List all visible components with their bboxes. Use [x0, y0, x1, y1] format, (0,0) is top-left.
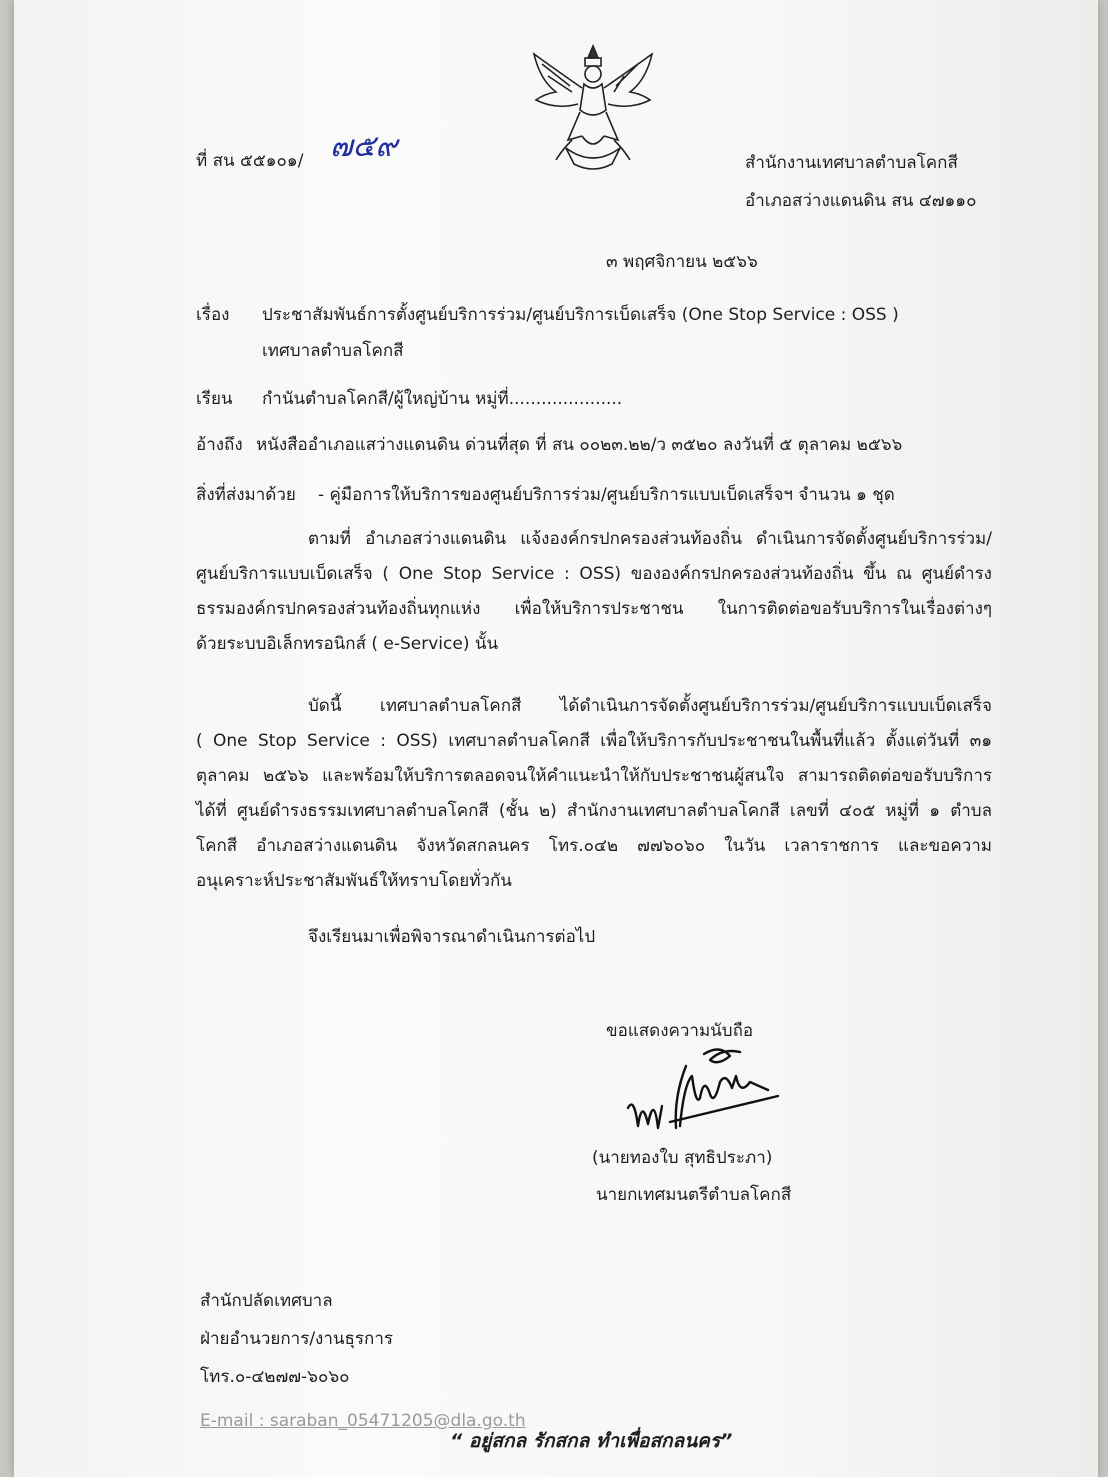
subject-label: เรื่อง — [196, 305, 230, 325]
handwritten-signature-icon — [600, 1036, 790, 1146]
paragraph-line: ธรรมองค์กรปกครองส่วนท้องถิ่นทุกแห่ง เพื่อให้บริการประชาชน ในการติดต่อขอรับบริการในเรื่องต่างๆ — [196, 599, 992, 619]
closing-sentence: จึงเรียนมาเพื่อพิจารณาดำเนินการต่อไป — [308, 927, 596, 947]
office-name: สำนักงานเทศบาลตำบลโคกสี — [745, 153, 958, 173]
paragraph-line: ( One Stop Service : OSS) เทศบาลตำบลโคกสี เพื่อให้บริการกับประชาชนในพื้นที่แล้ว ตั้งแต่วันที่ ๓๑ — [196, 731, 992, 751]
footer-department: สำนักปลัดเทศบาล — [200, 1291, 333, 1311]
paragraph-line: ตุลาคม ๒๕๖๖ และพร้อมให้บริการตลอดจนให้คำแนะนำให้กับประชาชนผู้สนใจ สามารถติดต่อขอรับบริการ — [196, 766, 992, 786]
to-label: เรียน — [196, 389, 233, 409]
to-value: กำนันตำบลโคกสี/ผู้ใหญ่บ้าน หมู่ที่..................... — [262, 389, 623, 409]
office-address: อำเภอสว่างแดนดิน สน ๔๗๑๑๐ — [745, 191, 977, 211]
body-paragraph-2 — [196, 689, 992, 899]
paragraph-line: ด้วยระบบอิเล็กทรอนิกส์ ( e-Service) นั้น — [196, 634, 499, 654]
document-number-label: ที่ สน ๕๕๑๐๑/ — [196, 151, 304, 171]
body-paragraph-1 — [196, 522, 992, 662]
reference-label: อ้างถึง — [196, 435, 243, 455]
regards-text: ขอแสดงความนับถือ — [606, 1021, 754, 1041]
subject-line-1: ประชาสัมพันธ์การตั้งศูนย์บริการร่วม/ศูนย์บริการเบ็ดเสร็จ (One Stop Service : OSS ) — [262, 305, 899, 325]
paragraph-line: โคกสี อำเภอสว่างแดนดิน จังหวัดสกลนคร โทร.๐๔๒ ๗๗๖๐๖๐ ในวัน เวลาราชการ และขอความ — [196, 836, 992, 856]
paragraph-line: ได้ที่ ศูนย์ดำรงธรรมเทศบาลตำบลโคกสี (ชั้น ๒) สำนักงานเทศบาลตำบลโคกสี เลขที่ ๔๐๕ หมู่ที่ ๑ ตำบล — [196, 801, 992, 821]
footer-email: E-mail : saraban_05471205@dla.go.th — [200, 1411, 526, 1431]
paragraph-line: ตามที่ อำเภอสว่างแดนดิน แจ้งองค์กรปกครองส่วนท้องถิ่น ดำเนินการจัดตั้งศูนย์บริการร่วม/ — [308, 529, 992, 549]
signatory-title: นายกเทศมนตรีตำบลโคกสี — [596, 1185, 792, 1205]
document-date: ๓ พฤศจิกายน ๒๕๖๖ — [606, 252, 758, 272]
enclosure-label: สิ่งที่ส่งมาด้วย — [196, 485, 296, 505]
reference-value: หนังสืออำเภอแสว่างแดนดิน ด่วนที่สุด ที่ สน ๐๐๒๓.๒๒/ว ๓๕๒๐ ลงวันที่ ๕ ตุลาคม ๒๕๖๖ — [256, 435, 903, 455]
handwritten-document-number: ๗๕๙ — [330, 129, 398, 164]
subject-line-2: เทศบาลตำบลโคกสี — [262, 341, 404, 361]
paragraph-line: บัดนี้ เทศบาลตำบลโคกสี ได้ดำเนินการจัดตั้งศูนย์บริการร่วม/ศูนย์บริการแบบเบ็ดเสร็จ — [308, 696, 992, 716]
footer-motto: “ อยู่สกล รักสกล ทำเพื่อสกลนคร” — [450, 1430, 733, 1452]
paragraph-line: อนุเคราะห์ประชาสัมพันธ์ให้ทราบโดยทั่วกัน — [196, 871, 512, 891]
paragraph-line: ศูนย์บริการแบบเบ็ดเสร็จ ( One Stop Service : OSS) ขององค์กรปกครองส่วนท้องถิ่น ขึ้น ณ ศูนย์ดำรง — [196, 564, 992, 584]
footer-phone: โทร.๐-๔๒๗๗-๖๐๖๐ — [200, 1367, 350, 1387]
garuda-emblem-icon — [526, 40, 660, 176]
enclosure-value: - คู่มือการให้บริการของศูนย์บริการร่วม/ศูนย์บริการแบบเบ็ดเสร็จฯ จำนวน ๑ ชุด — [318, 485, 895, 505]
signatory-name: (นายทองใบ สุทธิประภา) — [592, 1148, 773, 1168]
footer-section: ฝ่ายอำนวยการ/งานธุรการ — [200, 1329, 393, 1349]
